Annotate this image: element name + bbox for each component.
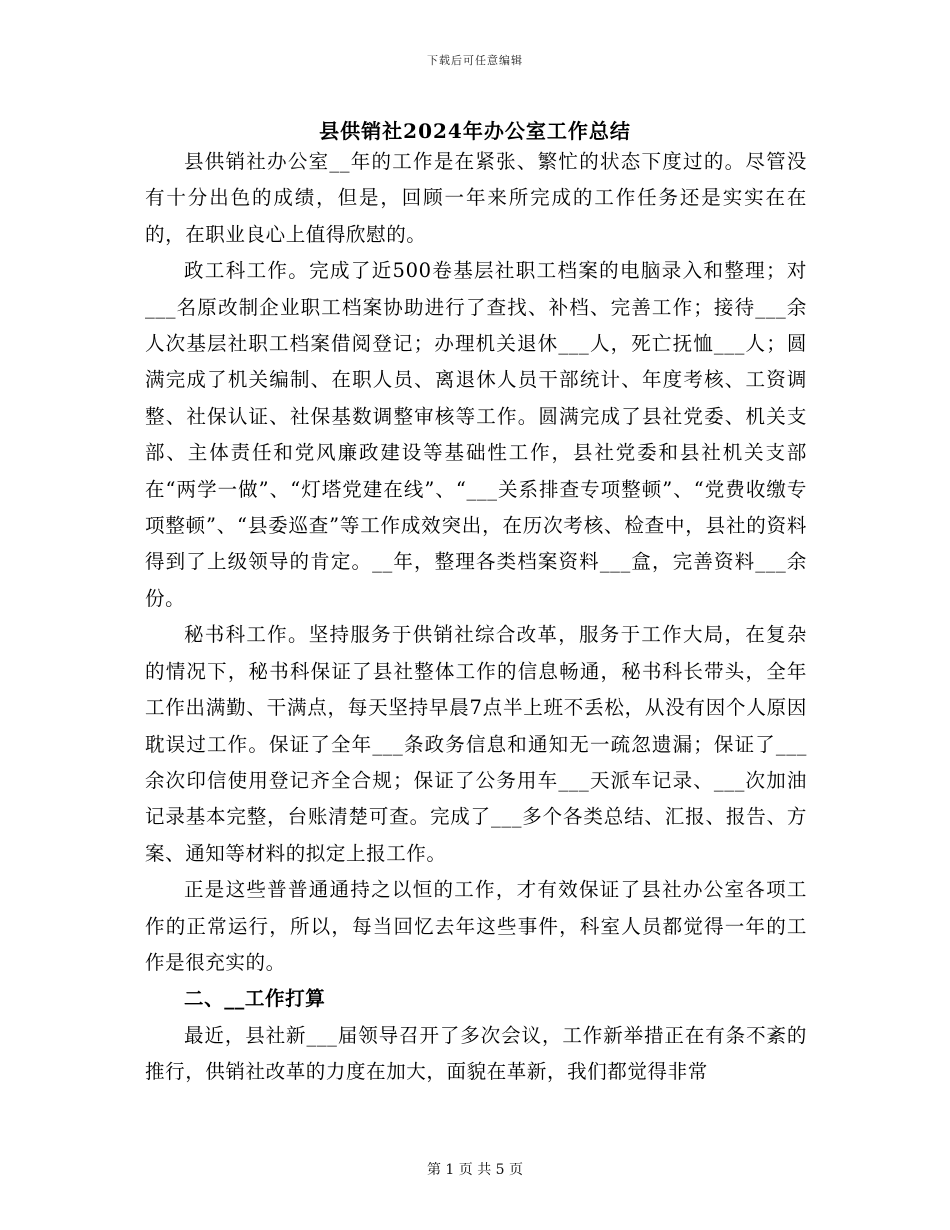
paragraph-secretariat-section: 秘书科工作。坚持服务于供销社综合改革，服务于工作大局，在复杂的情况下，秘书科保证了县社整体工作的信息畅通，秘书科长带头，全年工作出满勤、干满点，每天坚持早晨7点半上班不丢松，从没有因个人原因耽误过工作。保证了全年___条政务信息和通知无一疏忽遗漏；保证了___余次印信使用登记齐全合规；保证了公务用车___天派车记录、___次加油记录基本完整，台账清楚可查。完成了___多个各类总结、汇报、报告、方案、通知等材料的拟定上报工作。 [145,623,807,865]
document-title: 县供销社2024年办公室工作总结 [319,119,631,143]
header-note: 下载后可任意编辑 [427,54,523,67]
page-footer: 第 1 页 共 5 页 [426,1162,524,1178]
paragraph-intro: 县供销社办公室__年的工作是在紧张、繁忙的状态下度过的。尽管没有十分出色的成绩，但是，回顾一年来所完成的工作任务还是实实在在的，在职业良心上值得欣慰的。 [145,150,807,246]
paragraph-personnel-section: 政工科工作。完成了近500卷基层社职工档案的电脑录入和整理；对___名原改制企业职工档案协助进行了查找、补档、完善工作；接待___余人次基层社职工档案借阅登记；办理机关退休___人，死亡抚恤___人；圆满完成了机关编制、在职人员、离退休人员干部统计、年度考核、工资调整、社保认证、社保基数调整审核等工作。圆满完成了县社党委、机关支部、主体责任和党风廉政建设等基础性工作，县社党委和县社机关支部在“两学一做”、“灯塔党建在线”、“___关系排查专项整顿”、“党费收缴专项整顿”、“县委巡查”等工作成效突出，在历次考核、检查中，县社的资料得到了上级领导的肯定。__年，整理各类档案资料___盒，完善资料___余份。 [145,259,807,610]
section-heading: 二、__工作打算 [184,987,326,1011]
paragraph-work-plan: 最近，县社新___届领导召开了多次会议，工作新举措正在有条不紊的推行，供销社改革的力度在加大，面貌在革新，我们都觉得非常 [145,1023,807,1084]
paragraph-summary: 正是这些普普通通持之以恒的工作，才有效保证了县社办公室各项工作的正常运行，所以，每当回忆去年这些事件，科室人员都觉得一年的工作是很充实的。 [145,878,807,974]
document-body [145,144,807,1091]
